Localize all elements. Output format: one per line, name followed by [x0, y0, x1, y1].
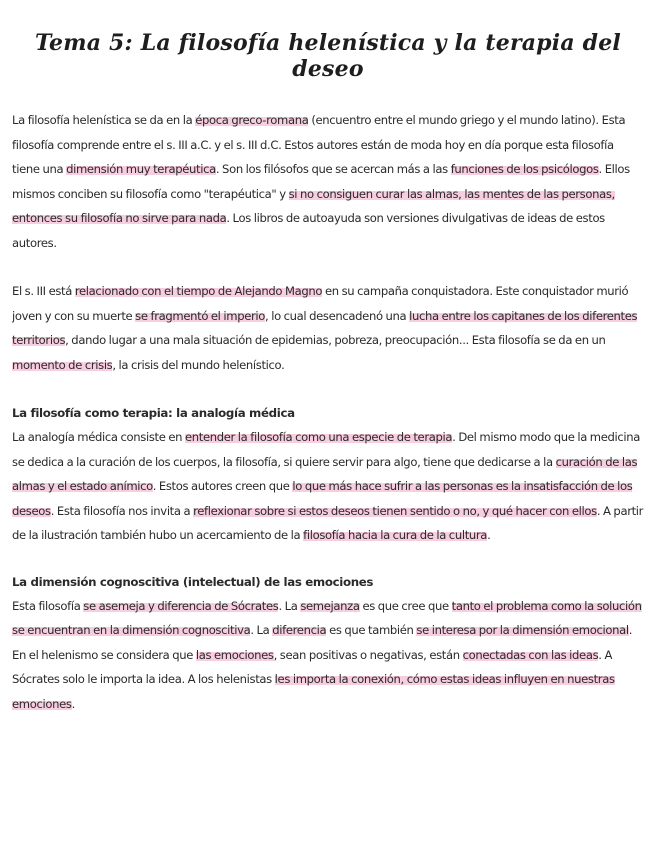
text-run: , sean positivas o negativas, están [273, 647, 463, 662]
text-run: La analogía médica consiste en [12, 430, 185, 444]
text-run: . Ellos mismos conciben su filosofía como "terapéutica" y [12, 162, 630, 201]
text-run: (encuentro entre el mundo griego y el mundo latino). Esta filosofía comprende entre el s. III a.C. y el s. III d.C. Estos autores están de moda hoy en día porque esta filosofía tiene una [12, 113, 626, 176]
highlighted-text: les importa la conexión, cómo estas ideas influyen en nuestras emociones [12, 672, 615, 711]
section-heading-cognitive: La dimensión cognoscitiva (intelectual) de las emociones [12, 574, 374, 589]
highlighted-text: filosofía hacia la cura de la cultura [303, 528, 488, 542]
text-run: . Esta filosofía nos invita a [50, 503, 194, 518]
text-run: . La [278, 598, 301, 613]
text-run: . Son los filósofos que se acercan más a las [215, 162, 451, 176]
highlighted-text: reflexionar sobre si estos deseos tienen sentido o no, y qué hacer con ellos [193, 503, 597, 518]
text-run: es que cree que [359, 598, 452, 613]
highlighted-text: entender la filosofía como una especie de terapia [184, 430, 453, 444]
text-run: es que también [326, 623, 417, 637]
paragraph-cognitive [12, 594, 644, 717]
highlighted-text: conectadas con las ideas [462, 647, 599, 662]
highlighted-text: se interesa por la dimensión emocional [416, 623, 629, 637]
highlighted-text: se fragmentó el imperio [135, 308, 266, 323]
highlighted-text: tanto el problema como la solución se encuentran en la dimensión cognoscitiva [12, 598, 642, 637]
text-run: Esta filosofía [12, 598, 84, 613]
paragraph-context [12, 279, 644, 377]
text-run: . [71, 696, 75, 711]
highlighted-text: dimensión muy terapéutica [66, 162, 216, 176]
text-run: , lo cual desencadenó una [265, 308, 410, 323]
text-run: , dando lugar a una mala situación de epidemias, pobreza, preocupación... Esta filosofía se da en un [65, 333, 606, 347]
highlighted-text: se asemeja y diferencia de Sócrates [83, 598, 279, 613]
text-run: . A partir de la ilustración también hubo un acercamiento de la [12, 503, 644, 542]
spacer [12, 255, 644, 279]
highlighted-text: funciones de los psicólogos [450, 162, 599, 176]
spacer [12, 548, 644, 570]
text-run: . Estos autores creen que [152, 479, 293, 493]
text-run: en su campaña conquistadora. Este conquistador murió joven y con su muerte [12, 284, 629, 323]
highlighted-text: relacionado con el tiempo de Alejando Magno [74, 284, 323, 298]
text-run: . En el helenismo se considera que [12, 623, 633, 662]
highlighted-text: diferencia [272, 623, 327, 637]
text-run: El s. III está [12, 284, 75, 298]
highlighted-text: si no consiguen curar las almas, las mentes de las personas, entonces su filosofía no sirve para nada [12, 186, 615, 225]
highlighted-text: época greco-romana [195, 113, 309, 127]
highlighted-text: momento de crisis [12, 357, 113, 372]
text-run: , la crisis del mundo helenístico. [112, 357, 285, 372]
section-heading-analogy: La filosofía como terapia: la analogía médica [12, 406, 295, 420]
text-run: . A Sócrates solo le importa la idea. A los helenistas [12, 647, 613, 686]
page-title: Tema 5: La filosofía helenística y la terapia del deseo [35, 30, 621, 82]
highlighted-text: lo que más hace sufrir a las personas es la insatisfacción de los deseos [12, 479, 633, 518]
text-run: La filosofía helenística se da en la [12, 113, 196, 127]
highlighted-text: semejanza [300, 598, 360, 613]
text-run: . La [250, 623, 273, 637]
text-run: . Los libros de autoayuda son versiones divulgativas de ideas de estos autores. [12, 211, 605, 250]
highlighted-text: las emociones [195, 647, 274, 662]
text-run: . [487, 528, 491, 542]
paragraph-intro [12, 108, 644, 255]
paragraph-analogy [12, 425, 644, 548]
text-run: . Del mismo modo que la medicina se dedica a la curación de los cuerpos, la filosofía, si quiere servir para algo, tiene que dedicarse a la [12, 430, 641, 469]
highlighted-text: curación de las almas y el estado anímico [12, 454, 638, 493]
spacer [12, 377, 644, 401]
highlighted-text: lucha entre los capitanes de los diferentes territorios [12, 308, 638, 347]
